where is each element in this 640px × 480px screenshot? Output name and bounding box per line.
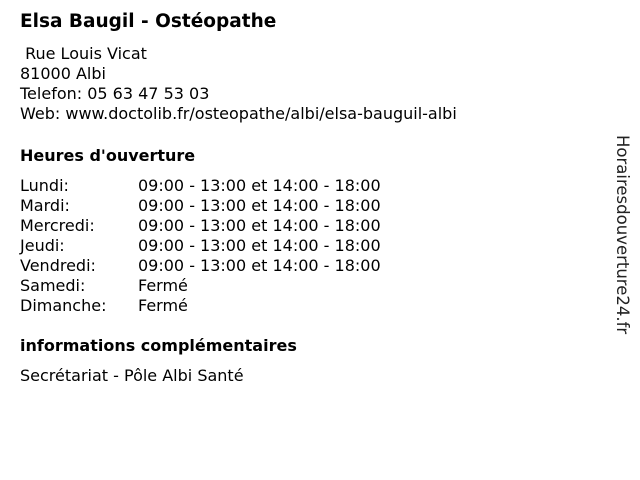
day-hours: 09:00 - 13:00 et 14:00 - 18:00 <box>138 216 381 235</box>
day-label: Samedi: <box>20 276 86 295</box>
day-hours: 09:00 - 13:00 et 14:00 - 18:00 <box>138 196 381 215</box>
site-watermark: Horairesdouverture24.fr <box>613 135 632 335</box>
address-block <box>20 44 600 124</box>
hours-row-samedi <box>20 276 600 296</box>
city-postcode: 81000 Albi <box>20 64 106 83</box>
hours-row-vendredi <box>20 256 600 276</box>
hours-row-mercredi <box>20 216 600 236</box>
opening-hours-table <box>20 176 600 316</box>
day-label: Mardi: <box>20 196 70 215</box>
page-title: Elsa Baugil - Ostéopathe <box>20 11 277 32</box>
business-listing <box>20 10 600 386</box>
day-label: Dimanche: <box>20 296 107 315</box>
day-hours: 09:00 - 13:00 et 14:00 - 18:00 <box>138 176 381 195</box>
additional-info-text: Secrétariat - Pôle Albi Santé <box>20 366 244 385</box>
day-label: Jeudi: <box>20 236 65 255</box>
day-label: Vendredi: <box>20 256 96 275</box>
website-link[interactable]: Web: www.doctolib.fr/osteopathe/albi/elsa-bauguil-albi <box>20 104 457 123</box>
hours-row-dimanche <box>20 296 600 316</box>
opening-hours-heading: Heures d'ouverture <box>20 146 196 165</box>
hours-row-lundi <box>20 176 600 196</box>
additional-info-heading: informations complémentaires <box>20 336 297 355</box>
day-label: Lundi: <box>20 176 69 195</box>
day-hours: Fermé <box>138 276 188 295</box>
hours-row-jeudi <box>20 236 600 256</box>
day-hours: Fermé <box>138 296 188 315</box>
day-hours: 09:00 - 13:00 et 14:00 - 18:00 <box>138 236 381 255</box>
hours-row-mardi <box>20 196 600 216</box>
street-address: Rue Louis Vicat <box>20 44 147 63</box>
day-hours: 09:00 - 13:00 et 14:00 - 18:00 <box>138 256 381 275</box>
phone-number: Telefon: 05 63 47 53 03 <box>20 84 210 103</box>
day-label: Mercredi: <box>20 216 95 235</box>
